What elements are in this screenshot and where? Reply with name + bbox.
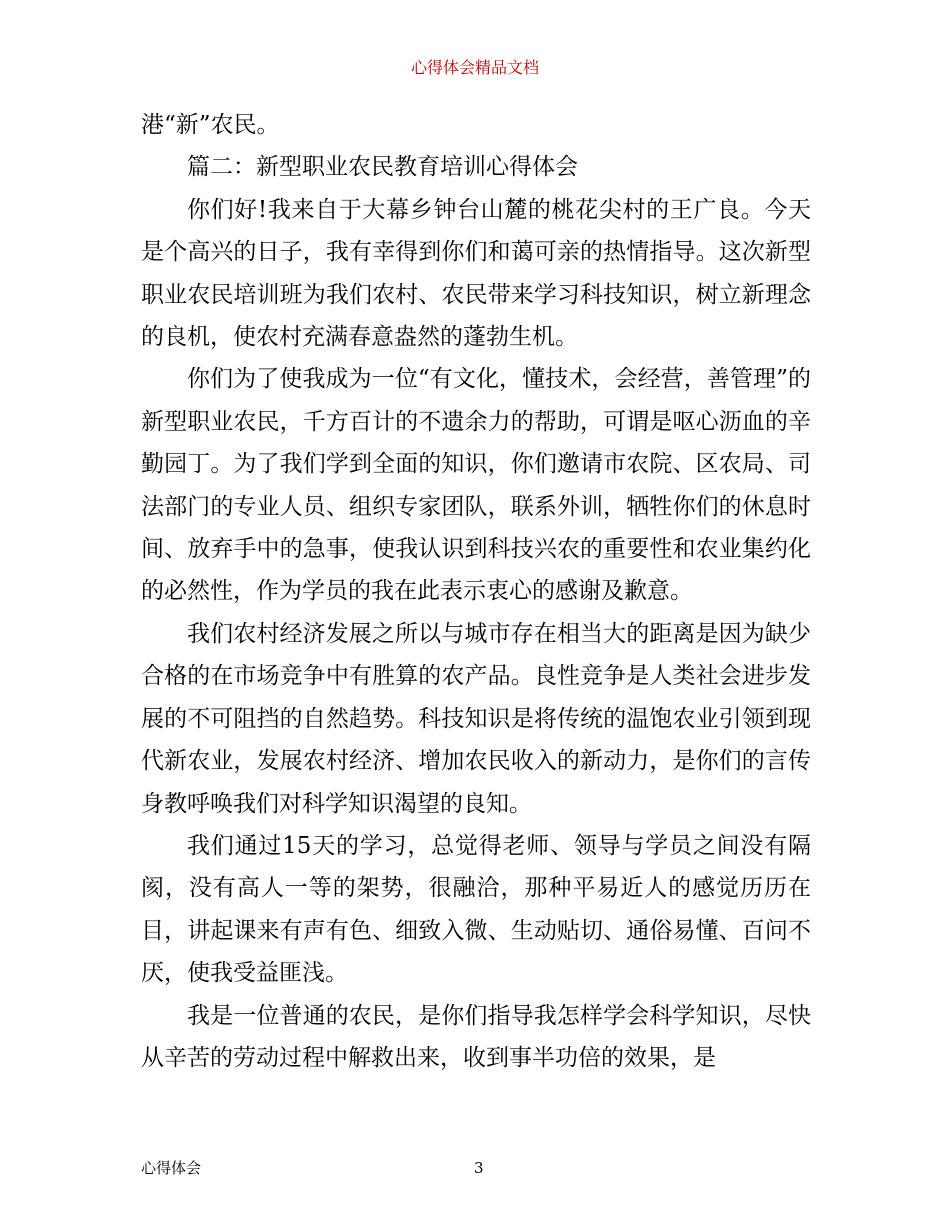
paragraph-6: 我是一位普通的农民，是你们指导我怎样学会科学知识，尽快从辛苦的劳动过程中解救出来，收到事半功倍的效果，是 [141,1002,811,1071]
page-footer [141,1158,811,1178]
section-heading: 篇二：新型职业农民教育培训心得体会 [187,154,578,181]
footer-label: 心得体会 [141,1159,202,1177]
paragraph-2: 你们好!我来自于大幕乡钟台山麓的桃花尖村的王广良。今天是个高兴的日子，我有幸得到你们和蔼可亲的热情指导。这次新型职业农民培训班为我们农村、农民带来学习科技知识，树立新理念的良机，使农村充满春意盎然的蓬勃生机。 [141,196,811,351]
paragraph-5: 我们通过15天的学习，总觉得老师、领导与学员之间没有隔阂，没有高人一等的架势，很融洽，那种平易近人的感觉历历在目，讲起课来有声有色、细致入微、生动贴切、通俗易懂、百问不厌，使我受益匪浅。 [141,832,811,987]
page-number: 3 [474,1159,484,1177]
document-body [141,104,811,1079]
paragraph-4: 我们农村经济发展之所以与城市存在相当大的距离是因为缺少合格的在市场竞争中有胜算的农产品。良性竞争是人类社会进步发展的不可阻挡的自然趋势。科技知识是将传统的温饱农业引领到现代新农业，发展农村经济、增加农民收入的新动力，是你们的言传身教呼唤我们对科学知识渴望的良知。 [141,620,811,817]
header-title: 心得体会精品文档 [410,58,539,77]
page-header [0,58,950,78]
paragraph-1: 港“新”农民。 [141,112,280,138]
paragraph-3: 你们为了使我成为一位“有文化，懂技术，会经营，善管理”的新型职业农民，千方百计的不遗余力的帮助，可谓是呕心沥血的辛勤园丁。为了我们学到全面的知识，你们邀请市农院、区农局、司法部门的专业人员、组织专家团队，联系外训，牺牲你们的休息时间、放弃手中的急事，使我认识到科技兴农的重要性和农业集约化的必然性，作为学员的我在此表示衷心的感谢及歉意。 [141,366,811,605]
